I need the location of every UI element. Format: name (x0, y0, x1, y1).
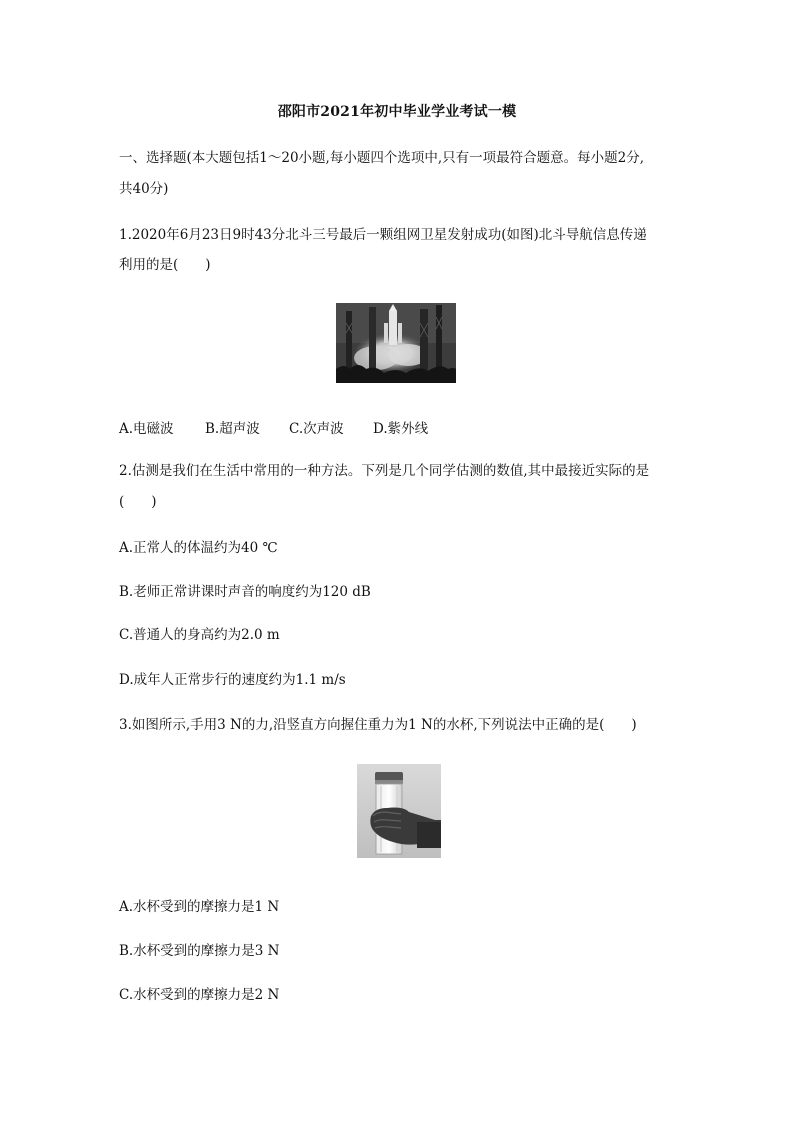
question-2-option-d[interactable]: D.成年人正常步行的速度约为1.1 m/s (119, 672, 346, 688)
page-title: 邵阳市2021年初中毕业学业考试一模 (277, 104, 517, 120)
question-3-option-a[interactable]: A.水杯受到的摩擦力是1 N (119, 899, 280, 915)
rocket-launch-photo (336, 303, 456, 383)
question-3-option-b[interactable]: B.水杯受到的摩擦力是3 N (119, 943, 280, 959)
question-3-stem: 3.如图所示,手用3 N的力,沿竖直方向握住重力为1 N的水杯,下列说法中正确的是( ) (119, 717, 637, 733)
question-1-option-d[interactable]: D.紫外线 (373, 421, 429, 437)
question-1-option-c[interactable]: C.次声波 (289, 421, 344, 437)
question-2-option-b[interactable]: B.老师正常讲课时声音的响度约为120 dB (119, 584, 371, 600)
section-header-line-2: 共40分) (119, 181, 169, 197)
question-2-stem-line-2: ( ) (119, 494, 157, 510)
question-1-options (119, 417, 428, 437)
question-2-stem-line-1: 2.估测是我们在生活中常用的一种方法。下列是几个同学估测的数值,其中最接近实际的是 (119, 463, 650, 479)
question-1-stem-line-2: 利用的是( ) (119, 257, 211, 273)
question-2-option-a[interactable]: A.正常人的体温约为40 ℃ (119, 540, 278, 556)
question-1-stem-line-1: 1.2020年6月23日9时43分北斗三号最后一颗组网卫星发射成功(如图)北斗导航信息传递 (119, 227, 647, 243)
question-1-option-a[interactable]: A.电磁波 (119, 421, 174, 437)
question-2-option-c[interactable]: C.普通人的身高约为2.0 m (119, 627, 280, 643)
section-header-line-1: 一、选择题(本大题包括1～20小题,每小题四个选项中,只有一项最符合题意。每小题2分, (119, 150, 644, 166)
question-1-option-b[interactable]: B.超声波 (205, 421, 260, 437)
question-3-option-c[interactable]: C.水杯受到的摩擦力是2 N (119, 987, 280, 1003)
water-cup-in-hand-photo (357, 764, 441, 858)
